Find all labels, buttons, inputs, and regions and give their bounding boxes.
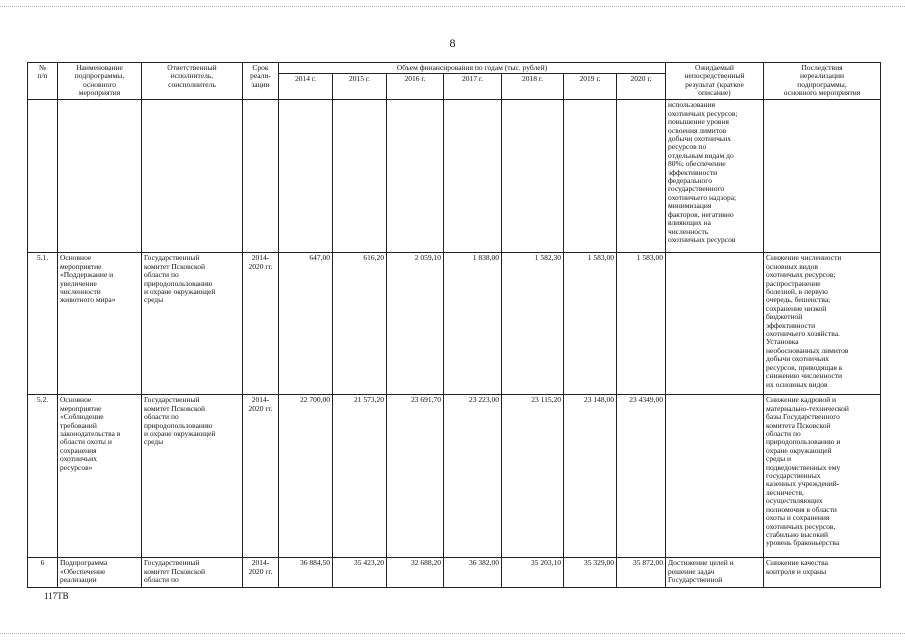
page-number: 8 [449, 36, 456, 50]
row-responsible: Государственный комитет Псковской области по природопользованию и охране окружающей среды [142, 253, 243, 395]
header-year: 2020 г. [617, 74, 666, 100]
row-term: 2014- 2020 гг. [243, 395, 279, 558]
row-consequences: Снижение качества контроля и охраны [764, 558, 881, 588]
header-name: Наименование подпрограммы, основного мероприятия [58, 63, 142, 100]
row-name: Подпрограмма «Обеспечение реализации [58, 558, 142, 588]
row-value: 36 884,50 [279, 558, 333, 588]
row-name: Основное мероприятие «Поддержание и увеличение численности животного мира» [58, 253, 142, 395]
row-value: 35 329,00 [564, 558, 617, 588]
row-num [28, 100, 58, 253]
row-result [666, 253, 764, 395]
row-value [564, 100, 617, 253]
row-value [617, 100, 666, 253]
row-value: 23 115,20 [502, 395, 564, 558]
row-responsible: Государственный комитет Псковской области по [142, 558, 243, 588]
table-row [28, 395, 881, 558]
row-result: использования охотничьих ресурсов; повышение уровня освоения лимитов добычи охотничьих ресурсов по отдельным видам до 80%; обеспечение эффективности федерального государственного охотничьего надзора; минимизация факторов, негативно влияющих на численность охотничьих ресурсов [666, 100, 764, 253]
header-row-top [28, 63, 881, 74]
scan-artifact-bottom [0, 633, 905, 634]
row-value: 22 700,00 [279, 395, 333, 558]
row-value: 35 203,10 [502, 558, 564, 588]
row-value [279, 100, 333, 253]
row-value: 23 223,00 [444, 395, 502, 558]
row-value: 647,00 [279, 253, 333, 395]
row-value: 32 688,20 [387, 558, 444, 588]
row-num: 5.2. [28, 395, 58, 558]
row-num: 5.1. [28, 253, 58, 395]
table-row [28, 558, 881, 588]
row-result [666, 395, 764, 558]
row-term [243, 100, 279, 253]
row-responsible [142, 100, 243, 253]
row-value: 35 423,20 [333, 558, 387, 588]
table-row [28, 100, 881, 253]
header-num: № п/п [28, 63, 58, 100]
row-value: 23 148,00 [564, 395, 617, 558]
header-year: 2019 г. [564, 74, 617, 100]
header-funding: Объем финансирования по годам (тыс. рублей) [279, 63, 666, 74]
row-value: 21 573,20 [333, 395, 387, 558]
document-code: 117ТВ [44, 591, 69, 601]
row-value: 23 4349,00 [617, 395, 666, 558]
row-term: 2014- 2020 гг. [243, 558, 279, 588]
header-term: Срок реали- зации [243, 63, 279, 100]
row-value: 1 582,30 [502, 253, 564, 395]
row-responsible: Государственный комитет Псковской области по природопользованию и охране окружающей среды [142, 395, 243, 558]
row-value [502, 100, 564, 253]
row-value: 36 382,00 [444, 558, 502, 588]
row-value [333, 100, 387, 253]
funding-table [27, 62, 881, 588]
header-year: 2017 г. [444, 74, 502, 100]
row-consequences: Снижение кадровой и материально-технической базы Государственного комитета Псковской области по природопользованию и охране окружающей среды и подведомственных ему государственных казенных учреждений- лесничеств, осуществляющих полномочия в области охоты и сохранения охотничьих ресурсов, стабильно высокий уровень браконьерства [764, 395, 881, 558]
row-value: 1 583,00 [617, 253, 666, 395]
row-value: 2 059,10 [387, 253, 444, 395]
row-consequences [764, 100, 881, 253]
row-value: 1 583,00 [564, 253, 617, 395]
header-responsible: Ответственный исполнитель, соисполнитель [142, 63, 243, 100]
table-row [28, 253, 881, 395]
row-value: 35 872,00 [617, 558, 666, 588]
row-value: 616,20 [333, 253, 387, 395]
row-value: 1 838,00 [444, 253, 502, 395]
header-year: 2014 г. [279, 74, 333, 100]
row-num: 6 [28, 558, 58, 588]
row-consequences: Снижение численности основных видов охотничьих ресурсов; распространение болезней, в первую очередь, бешенства; сохранение низкой бюджетной эффективности охотничьего хозяйства. Установка необоснованных лимитов добычи охотничьих ресурсов, приводящая к снижению численности их основных видов [764, 253, 881, 395]
header-year: 2018 г. [502, 74, 564, 100]
row-result: Достижение целей и решение задач Государственной [666, 558, 764, 588]
row-value [444, 100, 502, 253]
row-value: 23 691,70 [387, 395, 444, 558]
header-year: 2015 г. [333, 74, 387, 100]
row-term: 2014- 2020 гг. [243, 253, 279, 395]
header-year: 2016 г. [387, 74, 444, 100]
row-name: Основное мероприятие «Соблюдение требований законодательства в области охоты и сохранения охотничьих ресурсов» [58, 395, 142, 558]
header-result: Ожидаемый непосредственный результат (краткое описание) [666, 63, 764, 100]
scan-artifact-top [0, 6, 905, 7]
header-consequences: Последствия нереализации подпрограммы, основного мероприятия [764, 63, 881, 100]
row-name [58, 100, 142, 253]
row-value [387, 100, 444, 253]
